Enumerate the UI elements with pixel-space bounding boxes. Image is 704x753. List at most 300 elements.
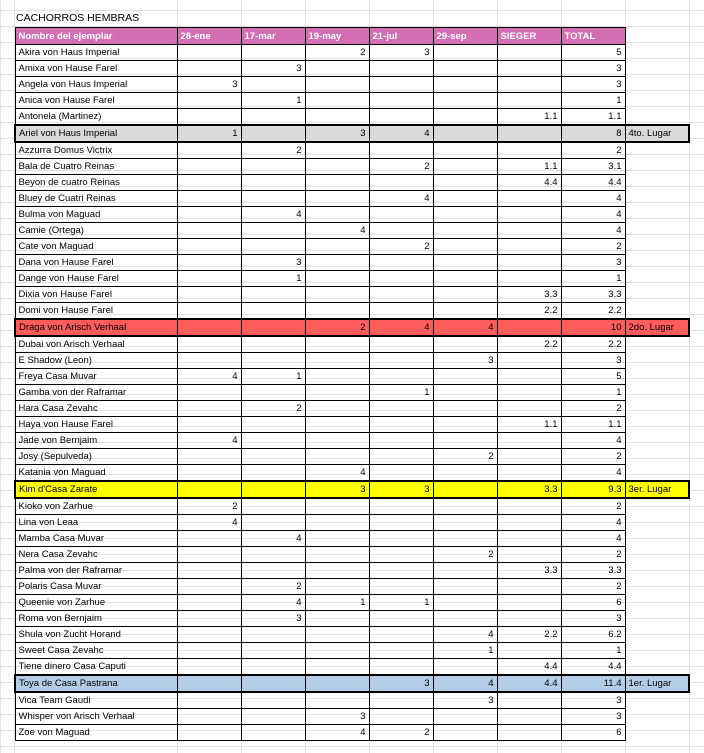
cell-total[interactable]: 1.1 [561, 417, 625, 433]
cell-place[interactable] [625, 611, 689, 627]
cell-c1[interactable] [177, 61, 241, 77]
cell-sieger[interactable]: 1.1 [497, 109, 561, 126]
cell-c3[interactable] [305, 659, 369, 676]
cell-c1[interactable] [177, 481, 241, 498]
cell-c1[interactable] [177, 709, 241, 725]
cell-c5[interactable]: 4 [433, 675, 497, 692]
cell-place[interactable] [625, 627, 689, 643]
cell-c3[interactable] [305, 303, 369, 320]
cell-total[interactable]: 3 [561, 692, 625, 709]
cell-total[interactable]: 4 [561, 515, 625, 531]
cell-c5[interactable] [433, 579, 497, 595]
cell-sieger[interactable] [497, 93, 561, 109]
cell-c3[interactable] [305, 207, 369, 223]
cell-c1[interactable] [177, 207, 241, 223]
cell-c1[interactable]: 1 [177, 125, 241, 142]
cell-c1[interactable]: 2 [177, 498, 241, 515]
cell-c2[interactable] [241, 336, 305, 353]
cell-place[interactable] [625, 287, 689, 303]
cell-c3[interactable]: 3 [305, 125, 369, 142]
cell-c4[interactable] [369, 579, 433, 595]
cell-c2[interactable]: 2 [241, 142, 305, 159]
cell-total[interactable]: 4 [561, 465, 625, 482]
cell-place[interactable] [625, 709, 689, 725]
cell-c1[interactable] [177, 627, 241, 643]
cell-c5[interactable] [433, 336, 497, 353]
cell-sieger[interactable] [497, 643, 561, 659]
cell-place[interactable] [625, 223, 689, 239]
cell-total[interactable]: 6 [561, 595, 625, 611]
cell-total[interactable]: 4.4 [561, 175, 625, 191]
cell-c4[interactable] [369, 643, 433, 659]
cell-name[interactable]: Angela von Haus Imperial [15, 77, 177, 93]
cell-c2[interactable] [241, 563, 305, 579]
cell-c1[interactable] [177, 223, 241, 239]
cell-c5[interactable] [433, 93, 497, 109]
cell-c1[interactable] [177, 401, 241, 417]
cell-c3[interactable]: 3 [305, 481, 369, 498]
cell-c4[interactable] [369, 563, 433, 579]
cell-place[interactable] [625, 465, 689, 482]
cell-name[interactable]: Domi von Hause Farel [15, 303, 177, 320]
cell-c4[interactable] [369, 61, 433, 77]
cell-c1[interactable] [177, 595, 241, 611]
cell-total[interactable]: 4 [561, 191, 625, 207]
cell-c4[interactable] [369, 109, 433, 126]
cell-c3[interactable] [305, 369, 369, 385]
cell-place[interactable]: 3er. Lugar [625, 481, 689, 498]
cell-total[interactable]: 2.2 [561, 336, 625, 353]
cell-place[interactable] [625, 271, 689, 287]
cell-c2[interactable]: 3 [241, 255, 305, 271]
cell-place[interactable] [625, 659, 689, 676]
cell-total[interactable]: 3 [561, 353, 625, 369]
cell-c4[interactable] [369, 255, 433, 271]
cell-c4[interactable] [369, 207, 433, 223]
cell-name[interactable]: Jade von Bernjaim [15, 433, 177, 449]
cell-c1[interactable] [177, 353, 241, 369]
cell-c5[interactable] [433, 175, 497, 191]
cell-total[interactable]: 1 [561, 93, 625, 109]
cell-c1[interactable]: 3 [177, 77, 241, 93]
cell-place[interactable] [625, 449, 689, 465]
cell-c3[interactable]: 2 [305, 45, 369, 61]
cell-name[interactable]: Azzurra Domus Victrix [15, 142, 177, 159]
cell-sieger[interactable] [497, 77, 561, 93]
cell-c2[interactable] [241, 125, 305, 142]
cell-c5[interactable] [433, 563, 497, 579]
cell-place[interactable] [625, 725, 689, 741]
cell-place[interactable]: 1er. Lugar [625, 675, 689, 692]
cell-c2[interactable] [241, 675, 305, 692]
cell-c5[interactable] [433, 531, 497, 547]
cell-name[interactable]: Gamba von der Raframar [15, 385, 177, 401]
cell-sieger[interactable] [497, 725, 561, 741]
cell-c3[interactable] [305, 61, 369, 77]
cell-c1[interactable] [177, 271, 241, 287]
cell-c2[interactable] [241, 159, 305, 175]
cell-total[interactable]: 1.1 [561, 109, 625, 126]
cell-c5[interactable] [433, 109, 497, 126]
cell-sieger[interactable] [497, 433, 561, 449]
column-header[interactable]: 19-may [305, 28, 369, 45]
cell-total[interactable]: 2 [561, 239, 625, 255]
cell-c2[interactable] [241, 449, 305, 465]
cell-name[interactable]: Dange von Hause Farel [15, 271, 177, 287]
cell-c2[interactable] [241, 287, 305, 303]
cell-c3[interactable] [305, 449, 369, 465]
cell-sieger[interactable] [497, 45, 561, 61]
cell-name[interactable]: Roma von Bernjaim [15, 611, 177, 627]
cell-c1[interactable] [177, 336, 241, 353]
cell-place[interactable] [625, 207, 689, 223]
cell-total[interactable]: 1 [561, 271, 625, 287]
cell-name[interactable]: Katania von Maguad [15, 465, 177, 482]
cell-c3[interactable] [305, 159, 369, 175]
cell-c3[interactable] [305, 385, 369, 401]
cell-c2[interactable] [241, 191, 305, 207]
cell-c4[interactable]: 4 [369, 191, 433, 207]
cell-c3[interactable]: 1 [305, 595, 369, 611]
cell-sieger[interactable] [497, 709, 561, 725]
column-header[interactable]: 17-mar [241, 28, 305, 45]
cell-c2[interactable] [241, 547, 305, 563]
cell-c2[interactable]: 4 [241, 595, 305, 611]
column-header[interactable]: SIEGER [497, 28, 561, 45]
cell-c5[interactable] [433, 77, 497, 93]
cell-place[interactable] [625, 61, 689, 77]
cell-name[interactable]: Josy (Sepulveda) [15, 449, 177, 465]
cell-c5[interactable]: 2 [433, 449, 497, 465]
cell-c1[interactable] [177, 159, 241, 175]
cell-c1[interactable] [177, 142, 241, 159]
cell-name[interactable]: Bluey de Cuatri Reinas [15, 191, 177, 207]
cell-c3[interactable] [305, 692, 369, 709]
cell-sieger[interactable] [497, 579, 561, 595]
cell-c2[interactable]: 1 [241, 369, 305, 385]
cell-c3[interactable] [305, 498, 369, 515]
cell-c3[interactable] [305, 175, 369, 191]
cell-name[interactable]: Kioko von Zarhue [15, 498, 177, 515]
cell-total[interactable]: 4 [561, 223, 625, 239]
cell-place[interactable] [625, 547, 689, 563]
cell-c1[interactable] [177, 45, 241, 61]
cell-c3[interactable]: 3 [305, 709, 369, 725]
column-header[interactable]: 21-jul [369, 28, 433, 45]
cell-c2[interactable]: 4 [241, 207, 305, 223]
cell-total[interactable]: 9.3 [561, 481, 625, 498]
cell-c3[interactable]: 4 [305, 223, 369, 239]
cell-c5[interactable] [433, 433, 497, 449]
cell-place[interactable] [625, 498, 689, 515]
cell-c1[interactable] [177, 287, 241, 303]
cell-c5[interactable] [433, 207, 497, 223]
cell-c3[interactable] [305, 563, 369, 579]
cell-c1[interactable] [177, 547, 241, 563]
cell-total[interactable]: 6.2 [561, 627, 625, 643]
cell-c4[interactable] [369, 531, 433, 547]
cell-c5[interactable] [433, 725, 497, 741]
cell-c4[interactable] [369, 692, 433, 709]
cell-sieger[interactable] [497, 611, 561, 627]
cell-c4[interactable]: 4 [369, 125, 433, 142]
cell-place[interactable] [625, 77, 689, 93]
cell-sieger[interactable]: 3.3 [497, 481, 561, 498]
cell-c4[interactable] [369, 515, 433, 531]
cell-total[interactable]: 4 [561, 207, 625, 223]
cell-c4[interactable] [369, 611, 433, 627]
cell-name[interactable]: Akira von Haus Imperial [15, 45, 177, 61]
cell-place[interactable] [625, 353, 689, 369]
cell-name[interactable]: Dixia von Hause Farel [15, 287, 177, 303]
column-header[interactable]: 29-sep [433, 28, 497, 45]
sheet-title[interactable]: CACHORROS HEMBRAS [16, 12, 140, 24]
cell-name[interactable]: Freya Casa Muvar [15, 369, 177, 385]
cell-c3[interactable] [305, 627, 369, 643]
cell-c4[interactable]: 4 [369, 319, 433, 336]
cell-sieger[interactable] [497, 595, 561, 611]
cell-total[interactable]: 2 [561, 498, 625, 515]
cell-c1[interactable] [177, 255, 241, 271]
cell-c3[interactable] [305, 579, 369, 595]
cell-c2[interactable]: 2 [241, 401, 305, 417]
cell-c3[interactable] [305, 675, 369, 692]
cell-place[interactable] [625, 643, 689, 659]
cell-name[interactable]: Hara Casa Zevahc [15, 401, 177, 417]
cell-c1[interactable] [177, 449, 241, 465]
cell-sieger[interactable] [497, 531, 561, 547]
cell-c5[interactable]: 4 [433, 627, 497, 643]
cell-total[interactable]: 6 [561, 725, 625, 741]
cell-name[interactable]: Vica Team Gaudi [15, 692, 177, 709]
cell-c5[interactable] [433, 481, 497, 498]
cell-c1[interactable] [177, 109, 241, 126]
cell-sieger[interactable]: 2.2 [497, 303, 561, 320]
cell-c3[interactable]: 4 [305, 725, 369, 741]
cell-c2[interactable] [241, 709, 305, 725]
cell-c4[interactable] [369, 223, 433, 239]
cell-c5[interactable]: 2 [433, 547, 497, 563]
cell-name[interactable]: Amixa von Hause Farel [15, 61, 177, 77]
cell-c5[interactable] [433, 595, 497, 611]
cell-c2[interactable] [241, 223, 305, 239]
cell-c3[interactable]: 2 [305, 319, 369, 336]
cell-total[interactable]: 2 [561, 449, 625, 465]
cell-c5[interactable] [433, 239, 497, 255]
cell-name[interactable]: Whisper von Arisch Verhaal [15, 709, 177, 725]
cell-c2[interactable] [241, 465, 305, 482]
cell-c1[interactable] [177, 692, 241, 709]
cell-c4[interactable]: 3 [369, 675, 433, 692]
cell-c1[interactable] [177, 531, 241, 547]
cell-c1[interactable] [177, 675, 241, 692]
cell-c2[interactable]: 3 [241, 61, 305, 77]
cell-sieger[interactable]: 3.3 [497, 287, 561, 303]
cell-name[interactable]: Nera Casa Zevahc [15, 547, 177, 563]
cell-c2[interactable]: 1 [241, 93, 305, 109]
cell-c1[interactable] [177, 465, 241, 482]
cell-c4[interactable] [369, 142, 433, 159]
cell-c1[interactable] [177, 191, 241, 207]
cell-c2[interactable] [241, 109, 305, 126]
cell-name[interactable]: Haya von Hause Farel [15, 417, 177, 433]
cell-name[interactable]: Draga von Arisch Verhaal [15, 319, 177, 336]
cell-c5[interactable] [433, 385, 497, 401]
cell-total[interactable]: 2.2 [561, 303, 625, 320]
cell-sieger[interactable] [497, 547, 561, 563]
cell-place[interactable]: 4to. Lugar [625, 125, 689, 142]
cell-sieger[interactable] [497, 353, 561, 369]
cell-c5[interactable]: 1 [433, 643, 497, 659]
cell-name[interactable]: Ariel von Haus Imperial [15, 125, 177, 142]
cell-c2[interactable] [241, 433, 305, 449]
cell-name[interactable]: E Shadow (Leon) [15, 353, 177, 369]
cell-sieger[interactable] [497, 223, 561, 239]
cell-total[interactable]: 3.1 [561, 159, 625, 175]
cell-c3[interactable]: 4 [305, 465, 369, 482]
cell-c3[interactable] [305, 433, 369, 449]
cell-c2[interactable] [241, 725, 305, 741]
cell-sieger[interactable]: 4.4 [497, 175, 561, 191]
cell-c4[interactable] [369, 449, 433, 465]
cell-total[interactable]: 2 [561, 547, 625, 563]
cell-c5[interactable] [433, 191, 497, 207]
cell-sieger[interactable] [497, 515, 561, 531]
cell-sieger[interactable] [497, 191, 561, 207]
cell-place[interactable] [625, 401, 689, 417]
cell-c5[interactable] [433, 465, 497, 482]
cell-c1[interactable] [177, 579, 241, 595]
cell-sieger[interactable] [497, 369, 561, 385]
cell-place[interactable] [625, 579, 689, 595]
cell-c5[interactable] [433, 142, 497, 159]
cell-total[interactable]: 4.4 [561, 659, 625, 676]
cell-c3[interactable] [305, 401, 369, 417]
cell-total[interactable]: 2 [561, 401, 625, 417]
cell-c4[interactable] [369, 417, 433, 433]
cell-c1[interactable] [177, 303, 241, 320]
cell-c2[interactable] [241, 498, 305, 515]
cell-c4[interactable] [369, 709, 433, 725]
cell-sieger[interactable] [497, 465, 561, 482]
cell-place[interactable] [625, 175, 689, 191]
cell-c5[interactable] [433, 369, 497, 385]
cell-c1[interactable]: 4 [177, 369, 241, 385]
cell-c5[interactable] [433, 401, 497, 417]
cell-c4[interactable] [369, 77, 433, 93]
cell-c4[interactable]: 2 [369, 239, 433, 255]
cell-c1[interactable] [177, 239, 241, 255]
cell-c5[interactable] [433, 303, 497, 320]
cell-sieger[interactable]: 4.4 [497, 659, 561, 676]
cell-c2[interactable]: 2 [241, 579, 305, 595]
cell-c4[interactable] [369, 547, 433, 563]
cell-c2[interactable] [241, 319, 305, 336]
cell-place[interactable] [625, 433, 689, 449]
cell-c2[interactable] [241, 643, 305, 659]
cell-sieger[interactable]: 4.4 [497, 675, 561, 692]
cell-c3[interactable] [305, 353, 369, 369]
cell-name[interactable]: Anica von Hause Farel [15, 93, 177, 109]
cell-c2[interactable]: 4 [241, 531, 305, 547]
column-header[interactable]: TOTAL [561, 28, 625, 45]
cell-c3[interactable] [305, 336, 369, 353]
cell-name[interactable]: Beyon de cuatro Reinas [15, 175, 177, 191]
cell-c3[interactable] [305, 93, 369, 109]
cell-c5[interactable] [433, 159, 497, 175]
cell-sieger[interactable]: 2.2 [497, 336, 561, 353]
cell-sieger[interactable]: 3.3 [497, 563, 561, 579]
cell-place[interactable] [625, 239, 689, 255]
cell-c4[interactable] [369, 433, 433, 449]
cell-c4[interactable]: 1 [369, 595, 433, 611]
cell-c3[interactable] [305, 417, 369, 433]
cell-c1[interactable] [177, 385, 241, 401]
cell-c1[interactable] [177, 175, 241, 191]
cell-name[interactable]: Bulma von Maguad [15, 207, 177, 223]
cell-sieger[interactable]: 2.2 [497, 627, 561, 643]
cell-sieger[interactable] [497, 61, 561, 77]
cell-total[interactable]: 3 [561, 77, 625, 93]
cell-name[interactable]: Tiene dinero Casa Caputi [15, 659, 177, 676]
cell-c4[interactable] [369, 498, 433, 515]
cell-c4[interactable] [369, 627, 433, 643]
cell-c2[interactable] [241, 515, 305, 531]
cell-c4[interactable]: 2 [369, 159, 433, 175]
cell-sieger[interactable] [497, 401, 561, 417]
cell-c1[interactable]: 4 [177, 433, 241, 449]
cell-name[interactable]: Zoe von Maguad [15, 725, 177, 741]
cell-name[interactable]: Kim d'Casa Zarate [15, 481, 177, 498]
cell-sieger[interactable] [497, 692, 561, 709]
cell-name[interactable]: Queenie von Zarhue [15, 595, 177, 611]
cell-c1[interactable] [177, 659, 241, 676]
cell-total[interactable]: 10 [561, 319, 625, 336]
cell-c5[interactable] [433, 611, 497, 627]
cell-place[interactable] [625, 45, 689, 61]
cell-place[interactable] [625, 93, 689, 109]
cell-place[interactable] [625, 159, 689, 175]
cell-place[interactable] [625, 563, 689, 579]
cell-sieger[interactable] [497, 125, 561, 142]
cell-place[interactable] [625, 142, 689, 159]
cell-total[interactable]: 3 [561, 611, 625, 627]
cell-name[interactable]: Sweet Casa Zevahc [15, 643, 177, 659]
cell-c4[interactable] [369, 369, 433, 385]
cell-c4[interactable] [369, 175, 433, 191]
cell-total[interactable]: 3.3 [561, 287, 625, 303]
cell-c2[interactable] [241, 45, 305, 61]
cell-place[interactable] [625, 191, 689, 207]
cell-total[interactable]: 3 [561, 709, 625, 725]
cell-total[interactable]: 3 [561, 255, 625, 271]
cell-c5[interactable] [433, 287, 497, 303]
cell-sieger[interactable]: 1.1 [497, 417, 561, 433]
cell-total[interactable]: 5 [561, 45, 625, 61]
cell-c4[interactable] [369, 401, 433, 417]
cell-place[interactable] [625, 531, 689, 547]
cell-c1[interactable] [177, 725, 241, 741]
cell-total[interactable]: 1 [561, 643, 625, 659]
cell-c3[interactable] [305, 515, 369, 531]
cell-name[interactable]: Dubai von Arisch Verhaal [15, 336, 177, 353]
cell-name[interactable]: Antonela (Martinez) [15, 109, 177, 126]
cell-c3[interactable] [305, 191, 369, 207]
cell-c5[interactable] [433, 125, 497, 142]
cell-name[interactable]: Mamba Casa Muvar [15, 531, 177, 547]
cell-c2[interactable] [241, 239, 305, 255]
cell-c5[interactable]: 3 [433, 692, 497, 709]
